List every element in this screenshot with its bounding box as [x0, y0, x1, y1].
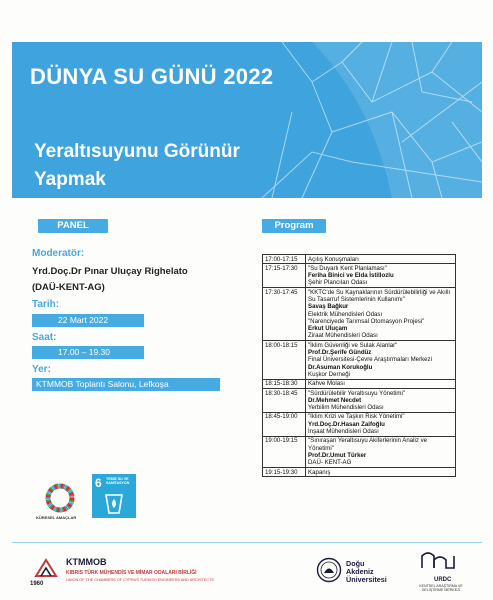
program-header: Program	[262, 219, 326, 233]
program-content	[306, 341, 456, 379]
time-label: Saat:	[32, 332, 57, 343]
program-line: "Sınıraşan Yeraltısuyu Akiferlerinin Analiz ve Yönetimi"	[308, 437, 428, 452]
speaker-name: Savaş Bağkur	[308, 303, 349, 311]
ktmmob-logo	[34, 556, 58, 580]
program-line: "İklim Krizi ve Taşkın Risk Yönetimi"	[308, 413, 405, 421]
program-time: 18:15-18:30	[263, 379, 306, 388]
sdg6-caption: TEMİZ SU VE SANİTASYON	[106, 477, 130, 486]
speaker-name: Erkut Uluçam	[308, 325, 348, 333]
date-value: 22 Mart 2022	[32, 314, 144, 327]
sdg6-number: 6	[95, 476, 102, 490]
program-line: Şehir Plancıları Odası	[308, 279, 368, 287]
program-row	[263, 412, 456, 436]
ktmmob-name: KTMMOB	[66, 557, 107, 567]
event-subtitle: Yeraltısuyunu Görünür Yapmak	[34, 141, 240, 190]
program-line: Kuşkor Derneği	[308, 370, 350, 378]
program-line: Elektrik Mühendisleri Odası	[308, 310, 383, 318]
banner	[12, 42, 482, 198]
ktmmob-full-name: KIBRIS TÜRK MÜHENDİS VE MİMAR ODALARI BİRLİĞİ	[66, 570, 197, 576]
program-time: 19:15-19:30	[263, 468, 306, 477]
program-line: Ziraat Mühendisleri Odası	[308, 332, 378, 340]
program-row	[263, 255, 456, 264]
program-row	[263, 288, 456, 341]
program-time: 18:00-18:15	[263, 341, 306, 379]
speaker-name: Prof.Dr.Şerife Gündüz	[308, 349, 372, 357]
program-line: Yerbilim Mühendisleri Odası	[308, 404, 384, 412]
program-content	[306, 436, 456, 467]
speaker-name: Feriha Binici ve Elda İstillozlu	[308, 272, 394, 280]
program-content	[306, 412, 456, 436]
program-time: 19:00-19:15	[263, 436, 306, 467]
panel-header: PANEL	[38, 219, 108, 233]
water-drop-glass-icon	[104, 491, 124, 515]
program-row	[263, 389, 456, 413]
program-table	[262, 254, 456, 477]
place-label: Yer:	[32, 364, 51, 375]
program-time: 17:00-17:15	[263, 255, 306, 264]
program-time: 17:15-17:30	[263, 264, 306, 288]
program-line: "Narenciyede Tarımsal Otomasyon Projesi"	[308, 317, 425, 325]
program-time: 18:30-18:45	[263, 389, 306, 413]
program-row	[263, 379, 456, 388]
program-row	[263, 264, 456, 288]
program-line: Kahve Molası	[308, 380, 345, 388]
sdg-wheel-logo	[36, 480, 84, 520]
sdg-caption: KÜRESEL AMAÇLAR	[36, 515, 77, 520]
ktmmob-year: 1960	[30, 581, 44, 587]
program-line: "İklim Güvenliği ve Sulak Alanlar"	[308, 341, 398, 349]
urdc-full-name: KENTSEL ARAŞTIRMA VE GELİŞTİRME MERKEZİ	[419, 584, 463, 593]
ktmmob-english-name: UNION OF THE CHAMBERS OF CYPRUS TURKISH ENGINEERS AND ARCHITECTS	[66, 578, 214, 582]
event-title: DÜNYA SU GÜNÜ 2022	[30, 64, 274, 89]
program-content	[306, 389, 456, 413]
place-value: KTMMOB Toplantı Salonu, Lefkoşa	[32, 378, 220, 391]
date-label: Tarih:	[32, 299, 60, 310]
sdg6-badge	[92, 474, 136, 518]
moderator-name: Yrd.Doç.Dr Pınar Uluçay Righelato	[32, 266, 188, 277]
footer-divider	[12, 542, 482, 543]
dau-logo	[316, 557, 342, 583]
speaker-name: Prof.Dr.Umut Türker	[308, 451, 367, 459]
moderator-label: Moderatör:	[32, 248, 85, 259]
program-row	[263, 341, 456, 379]
program-content	[306, 288, 456, 341]
urdc-name: URDC	[434, 577, 452, 583]
program-row	[263, 468, 456, 477]
program-content	[306, 379, 456, 388]
program-line: "KKTC'de Su Kaynaklarının Sürdürülebilirliği ve Akıllı Su Tasarruf Sistemlerinin Kullanımı"	[308, 288, 451, 303]
program-time: 18:45-19:00	[263, 412, 306, 436]
program-line: DAÜ- KENT-AG	[308, 459, 352, 467]
program-content	[306, 264, 456, 288]
time-value: 17.00 – 19.30	[32, 346, 144, 359]
speaker-name: Dr.Mehmet Necdet	[308, 396, 362, 404]
program-content	[306, 468, 456, 477]
dau-name: Doğu Akdeniz Üniversitesi	[346, 559, 387, 584]
program-line: İnşaat Mühendisleri Odası	[308, 428, 379, 436]
program-content	[306, 255, 456, 264]
moderator-org: (DAÜ-KENT-AG)	[32, 282, 105, 293]
program-row	[263, 436, 456, 467]
program-line: Kapanış	[308, 468, 331, 476]
speaker-name: Dr.Asuman Korukoğlu	[308, 363, 373, 371]
program-line: "Su Duyarlı Kent Planlaması"	[308, 264, 387, 272]
program-time: 17:30-17:45	[263, 288, 306, 341]
program-line: "Sürdürülebilir Yeraltısuyu Yönetimi"	[308, 389, 406, 397]
program-line: Final Üniversitesi-Çevre Araştırmaları Merkezi	[308, 356, 432, 364]
urdc-logo	[418, 550, 458, 574]
speaker-name: Yrd.Doç.Dr.Hasan Zaifoğlu	[308, 420, 385, 428]
program-line: Açılış Konuşmaları	[308, 255, 359, 263]
